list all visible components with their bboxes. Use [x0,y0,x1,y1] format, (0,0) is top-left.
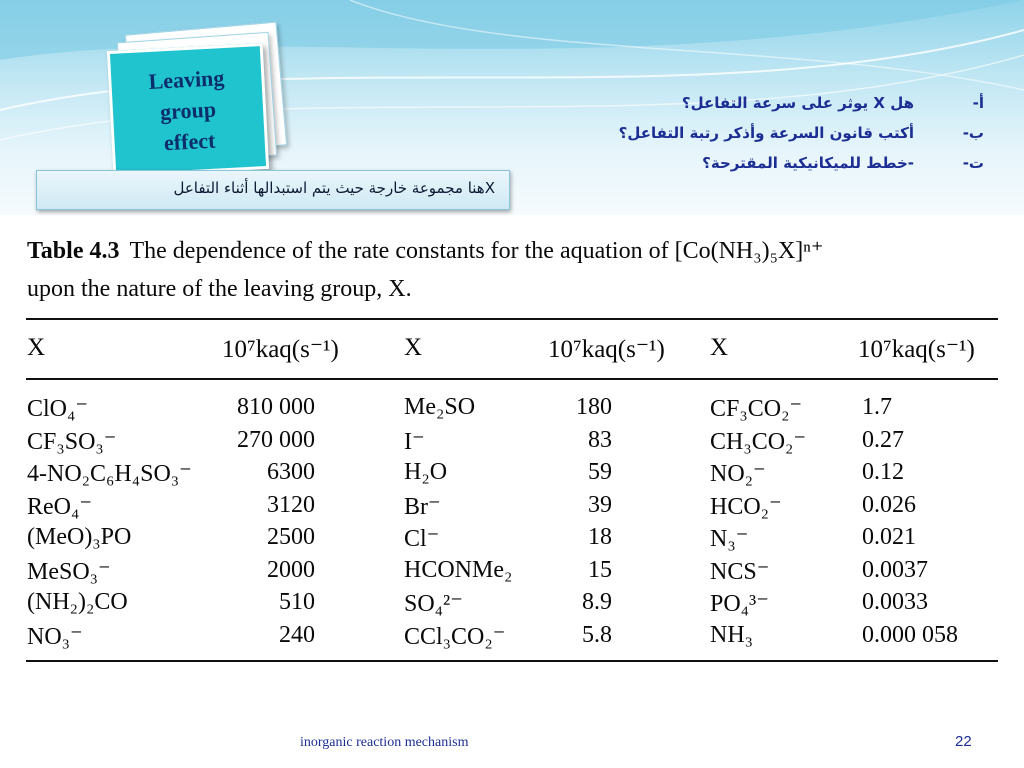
table-top-rule [26,318,998,320]
table-caption-line2: upon the nature of the leaving group, X. [27,276,412,302]
table-caption-line1: The dependence of the rate constants for the aquation of [Co(NH₃)₅X]ⁿ⁺ [129,238,824,264]
table-cell-group: ReO₄⁻ [27,493,93,520]
table-cell-group: H₂O [404,459,448,485]
table-cell-rate: 240 [279,621,315,648]
table-cell-rate: 0.021 [862,524,916,550]
question-text: أكتب قانون السرعة وأذكر رتبة التفاعل؟ [618,124,914,142]
header-x-3: X [710,334,729,361]
header-x-1: X [27,334,46,361]
footer-text: inorganic reaction mechanism [300,735,469,750]
table-cell-group: CH₃CO₂⁻ [710,428,807,455]
table-cell-rate: 83 [588,426,612,453]
table-cell-group: NCS⁻ [710,558,770,585]
question-a [682,94,984,112]
table-cell-group: ClO₄⁻ [27,396,89,422]
table-cell-rate: 8.9 [582,589,612,615]
table-cell-rate: 810 000 [237,394,315,420]
table-cell-rate: 59 [588,459,612,485]
question-text: هل X يوثر على سرعة التفاعل؟ [681,94,914,112]
table-cell-rate: 0.0037 [862,556,928,583]
table-cell-rate: 510 [279,589,315,615]
table-cell-group: 4-NO₂C₆H₄SO₃⁻ [27,461,192,487]
table-cell-group: HCO₂⁻ [710,493,782,520]
table-cell-rate: 1.7 [862,394,892,420]
table-cell-rate: 0.000 058 [862,621,958,648]
table-cell-group: Me₂SO [404,394,476,420]
table-cell-group: Br⁻ [404,493,441,520]
table-cell-rate: 180 [576,394,612,420]
table-cell-rate: 270 000 [237,426,315,453]
card-title: Leaving group effect [147,65,225,156]
table-cell-rate: 2500 [267,524,315,550]
table-cell-rate: 0.026 [862,491,916,518]
table-cell-rate: 15 [588,556,612,583]
table-cell-group: CF₃SO₃⁻ [27,428,117,455]
header-k-2: 10⁷kaq(s⁻¹) [548,336,665,363]
table-cell-group: SO₄²⁻ [404,591,463,617]
note-box [36,170,510,210]
table-cell-group: I⁻ [404,428,425,455]
table-cell-rate: 0.0033 [862,589,928,615]
table-cell-group: MeSO₃⁻ [27,558,111,585]
table-cell-rate: 5.8 [582,621,612,648]
leaving-group-card [107,43,269,177]
table-cell-rate: 0.27 [862,426,904,453]
table-cell-group: CF₃CO₂⁻ [710,396,803,422]
header-k-3: 10⁷kaq(s⁻¹) [858,336,975,363]
table-header-rule [26,378,998,380]
table-cell-group: NH₃ [710,621,754,648]
note-text: Xهنا مجموعة خارجة حيث يتم استبدالها أثناء التفاعل [173,179,495,197]
question-c [702,154,984,172]
question-text: -خطط للميكانيكية المقترحة؟ [702,154,914,172]
question-label: ب- [962,124,984,142]
table-cell-group: Cl⁻ [404,526,440,552]
table-bottom-rule [26,660,998,662]
header-x-2: X [404,334,423,361]
table-cell-group: NO₂⁻ [710,461,766,487]
table-cell-rate: 3120 [267,491,315,518]
table-cell-rate: 18 [588,524,612,550]
table-cell-group: NO₃⁻ [27,623,83,650]
table-caption [27,232,1007,308]
table-cell-group: CCl₃CO₂⁻ [404,623,506,650]
table-cell-group: (MeO)₃PO [27,524,132,550]
table-label: Table 4.3 [27,238,120,264]
table-cell-group: (NH₂)₂CO [27,589,128,615]
table-cell-group: HCONMe₂ [404,556,513,583]
table-cell-rate: 0.12 [862,459,904,485]
table-cell-group: PO₄³⁻ [710,591,769,617]
table-cell-rate: 39 [588,491,612,518]
question-b [619,124,984,142]
header-k-1: 10⁷kaq(s⁻¹) [222,336,339,363]
page-number: 22 [955,733,972,750]
question-label: ت- [962,154,984,172]
question-label: أ- [972,94,984,112]
table-cell-rate: 2000 [267,556,315,583]
table-cell-group: N₃⁻ [710,526,749,552]
table-cell-rate: 6300 [267,459,315,485]
